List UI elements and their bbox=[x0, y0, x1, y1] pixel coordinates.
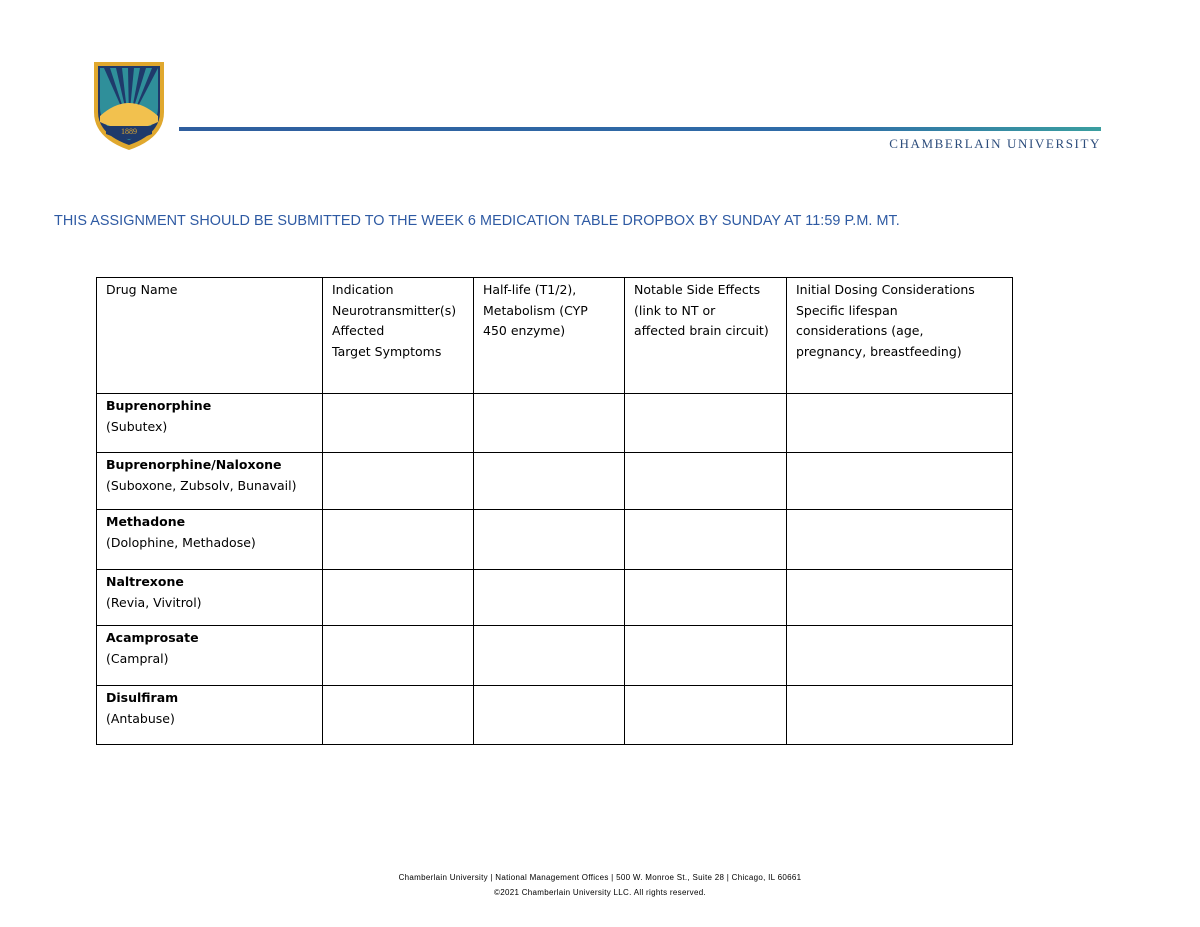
dosing-cell[interactable] bbox=[787, 453, 1013, 510]
medication-table bbox=[96, 277, 1013, 745]
indication-cell[interactable] bbox=[323, 453, 474, 510]
indication-cell[interactable] bbox=[323, 570, 474, 626]
drug-cell bbox=[97, 394, 323, 453]
side-effects-cell[interactable] bbox=[625, 570, 787, 626]
drug-name: Acamprosate bbox=[106, 630, 199, 645]
drug-brands: (Antabuse) bbox=[106, 710, 175, 726]
table-row bbox=[97, 394, 1013, 453]
indication-cell[interactable] bbox=[323, 626, 474, 686]
header-divider bbox=[179, 127, 1101, 131]
table-row bbox=[97, 453, 1013, 510]
drug-name: Buprenorphine/Naloxone bbox=[106, 457, 282, 472]
header-side-effects: Notable Side Effects (link to NT or affected brain circuit) bbox=[625, 278, 787, 394]
half-life-cell[interactable] bbox=[474, 570, 625, 626]
university-name: CHAMBERLAIN UNIVERSITY bbox=[889, 136, 1101, 151]
drug-name: Naltrexone bbox=[106, 574, 184, 589]
half-life-cell[interactable] bbox=[474, 686, 625, 745]
indication-cell[interactable] bbox=[323, 394, 474, 453]
half-life-cell[interactable] bbox=[474, 394, 625, 453]
dosing-cell[interactable] bbox=[787, 510, 1013, 570]
header-indication: Indication Neurotransmitter(s) Affected Target Symptoms bbox=[323, 278, 474, 394]
dosing-cell[interactable] bbox=[787, 394, 1013, 453]
footer-copyright: ©2021 Chamberlain University LLC. All rights reserved. bbox=[494, 888, 706, 897]
indication-cell[interactable] bbox=[323, 686, 474, 745]
header-half-life: Half-life (T1/2), Metabolism (CYP 450 enzyme) bbox=[474, 278, 625, 394]
drug-brands: (Campral) bbox=[106, 650, 169, 666]
table-row bbox=[97, 570, 1013, 626]
assignment-instructions: THIS ASSIGNMENT SHOULD BE SUBMITTED TO THE WEEK 6 MEDICATION TABLE DROPBOX BY SUNDAY AT 11:59 P.M. MT. bbox=[54, 213, 900, 229]
drug-brands: (Subutex) bbox=[106, 418, 168, 434]
university-crest-icon bbox=[92, 60, 166, 152]
drug-brands: (Revia, Vivitrol) bbox=[106, 594, 202, 610]
dosing-cell[interactable] bbox=[787, 686, 1013, 745]
side-effects-cell[interactable] bbox=[625, 686, 787, 745]
drug-name: Disulfiram bbox=[106, 690, 179, 705]
drug-name: Methadone bbox=[106, 514, 186, 529]
drug-name: Buprenorphine bbox=[106, 398, 212, 413]
table-row bbox=[97, 510, 1013, 570]
table-header-row bbox=[97, 278, 1013, 394]
side-effects-cell[interactable] bbox=[625, 510, 787, 570]
footer-address: Chamberlain University | National Management Offices | 500 W. Monroe St., Suite 28 | Chicago, IL 60661 bbox=[398, 873, 802, 882]
side-effects-cell[interactable] bbox=[625, 453, 787, 510]
half-life-cell[interactable] bbox=[474, 453, 625, 510]
drug-brands: (Dolophine, Methadose) bbox=[106, 534, 256, 550]
dosing-cell[interactable] bbox=[787, 626, 1013, 686]
drug-brands: (Suboxone, Zubsolv, Bunavail) bbox=[106, 477, 297, 493]
side-effects-cell[interactable] bbox=[625, 394, 787, 453]
header-dosing: Initial Dosing Considerations Specific lifespan considerations (age, pregnancy, breastfeeding) bbox=[787, 278, 1013, 394]
table-row bbox=[97, 686, 1013, 745]
drug-cell bbox=[97, 453, 323, 510]
dosing-cell[interactable] bbox=[787, 570, 1013, 626]
drug-cell bbox=[97, 510, 323, 570]
half-life-cell[interactable] bbox=[474, 626, 625, 686]
side-effects-cell[interactable] bbox=[625, 626, 787, 686]
table-row bbox=[97, 626, 1013, 686]
half-life-cell[interactable] bbox=[474, 510, 625, 570]
header-drug-name: Drug Name bbox=[97, 278, 323, 394]
indication-cell[interactable] bbox=[323, 510, 474, 570]
drug-cell bbox=[97, 626, 323, 686]
drug-cell bbox=[97, 570, 323, 626]
drug-cell bbox=[97, 686, 323, 745]
crest-year: 1889 bbox=[121, 127, 137, 136]
